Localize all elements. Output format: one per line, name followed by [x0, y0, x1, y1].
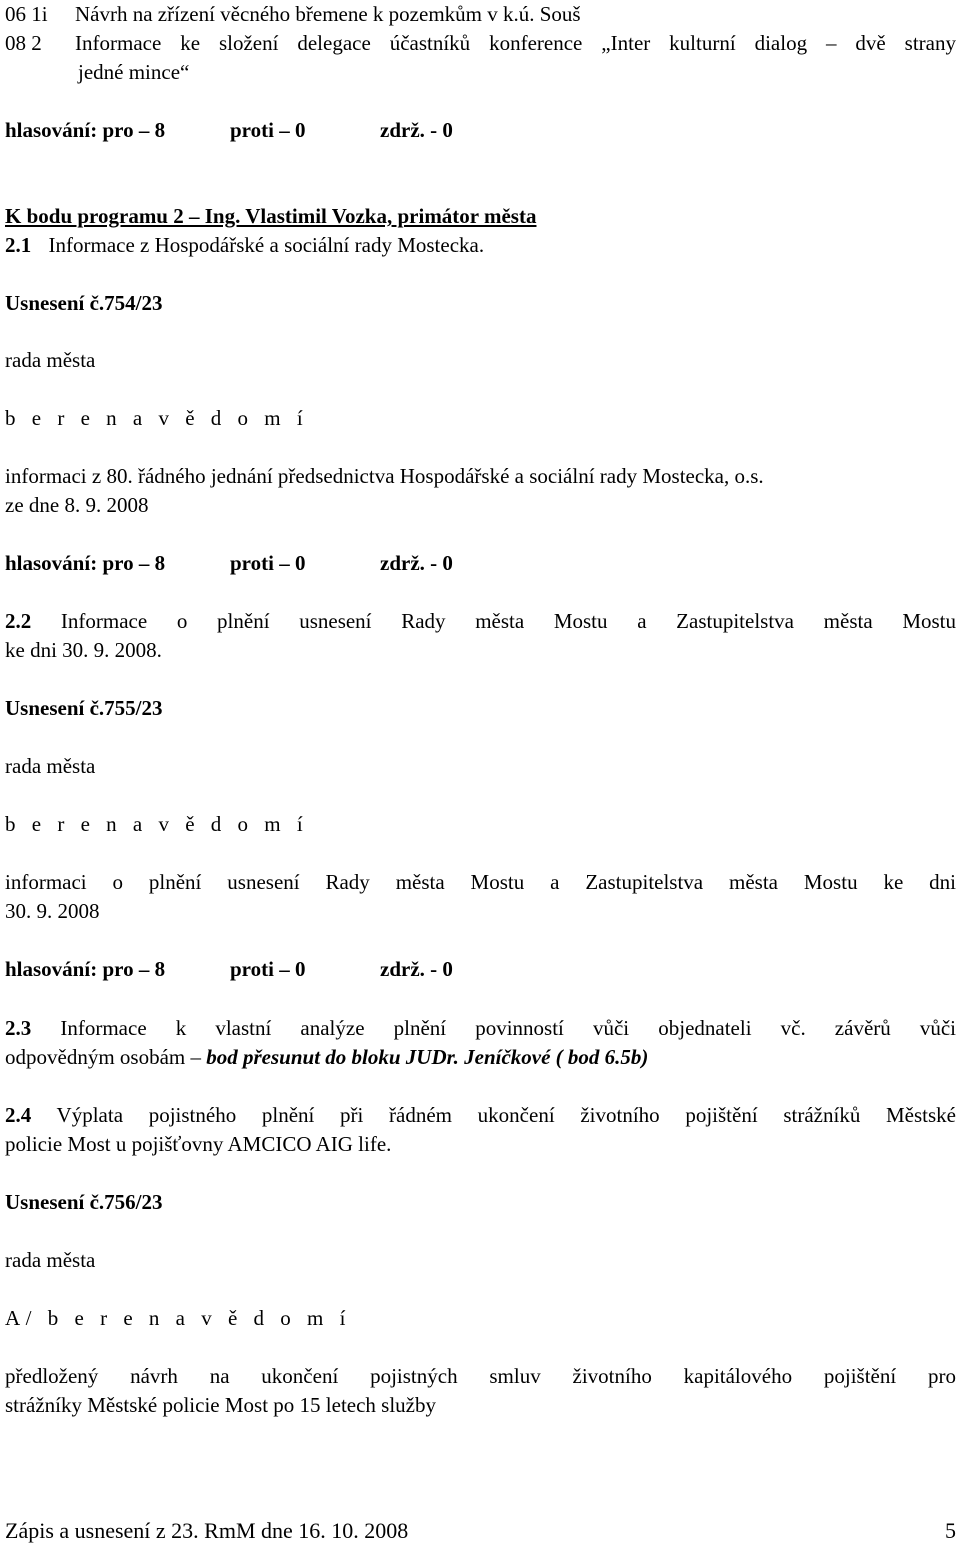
- agenda-item-title: 2.2 Informace o plnění usnesení Rady města Mostu a Zastupitelstva města Mostu: [5, 609, 956, 633]
- item-number: 08 2: [5, 31, 42, 55]
- vote-line: hlasování: pro – 8 proti – 0 zdrž. - 0: [5, 957, 453, 981]
- agenda-item-title: 2.3 Informace k vlastní analýze plnění povinností vůči objednateli vč. závěrů vůči: [5, 1016, 957, 1040]
- agenda-item-title-continued: policie Most u pojišťovny AMCICO AIG life.: [5, 1132, 392, 1156]
- resolution-text: informaci z 80. řádného jednání předsednictva Hospodářské a sociální rady Mostecka, o.s.: [5, 464, 764, 488]
- resolution-body: rada města: [5, 1248, 96, 1272]
- agenda-item-title: 2.1 Informace z Hospodářské a sociální rady Mostecka.: [5, 233, 485, 257]
- resolution-number: Usnesení č.754/23: [5, 291, 163, 315]
- footer-text: Zápis a usnesení z 23. RmM dne 16. 10. 2008: [5, 1518, 409, 1543]
- agenda-item-title: 2.4 Výplata pojistného plnění při řádném ukončení životního pojištění strážníků Městské: [5, 1103, 956, 1127]
- resolution-text: 30. 9. 2008: [5, 899, 100, 923]
- vote-line: hlasování: pro – 8 proti – 0 zdrž. - 0: [5, 118, 453, 142]
- resolution-text: informaci o plnění usnesení Rady města Mostu a Zastupitelstva města Mostu ke dni: [5, 870, 956, 894]
- resolution-action: A/ b e r e n a v ě d o m í: [5, 1306, 351, 1330]
- agenda-item-title-continued: odpovědným osobám – bod přesunut do bloku JUDr. Jeníčkové ( bod 6.5b): [5, 1045, 649, 1069]
- resolution-text: předložený návrh na ukončení pojistných smluv životního kapitálového pojištění pro: [5, 1364, 956, 1388]
- list-item: [5, 29, 956, 58]
- item-text-continued: jedné mince“: [78, 60, 190, 84]
- list-item: [5, 0, 956, 29]
- resolution-body: rada města: [5, 348, 96, 372]
- agenda-item-title-continued: ke dni 30. 9. 2008.: [5, 638, 162, 662]
- page-footer: [5, 1516, 956, 1545]
- page-number: 5: [945, 1518, 956, 1543]
- vote-line: hlasování: pro – 8 proti – 0 zdrž. - 0: [5, 551, 453, 575]
- resolution-number: Usnesení č.755/23: [5, 696, 163, 720]
- resolution-text: ze dne 8. 9. 2008: [5, 493, 149, 517]
- section-heading: K bodu programu 2 – Ing. Vlastimil Vozka, primátor města: [5, 204, 537, 228]
- resolution-body: rada města: [5, 754, 96, 778]
- resolution-action: b e r e n a v ě d o m í: [5, 812, 309, 836]
- resolution-text: strážníky Městské policie Most po 15 letech služby: [5, 1393, 437, 1417]
- item-text: Informace ke složení delegace účastníků konference „Inter kulturní dialog – dvě strany: [75, 31, 956, 55]
- resolution-action: b e r e n a v ě d o m í: [5, 406, 309, 430]
- item-text: Návrh na zřízení věcného břemene k pozemkům v k.ú. Souš: [75, 2, 581, 26]
- resolution-number: Usnesení č.756/23: [5, 1190, 163, 1214]
- item-number: 06 1i: [5, 2, 48, 26]
